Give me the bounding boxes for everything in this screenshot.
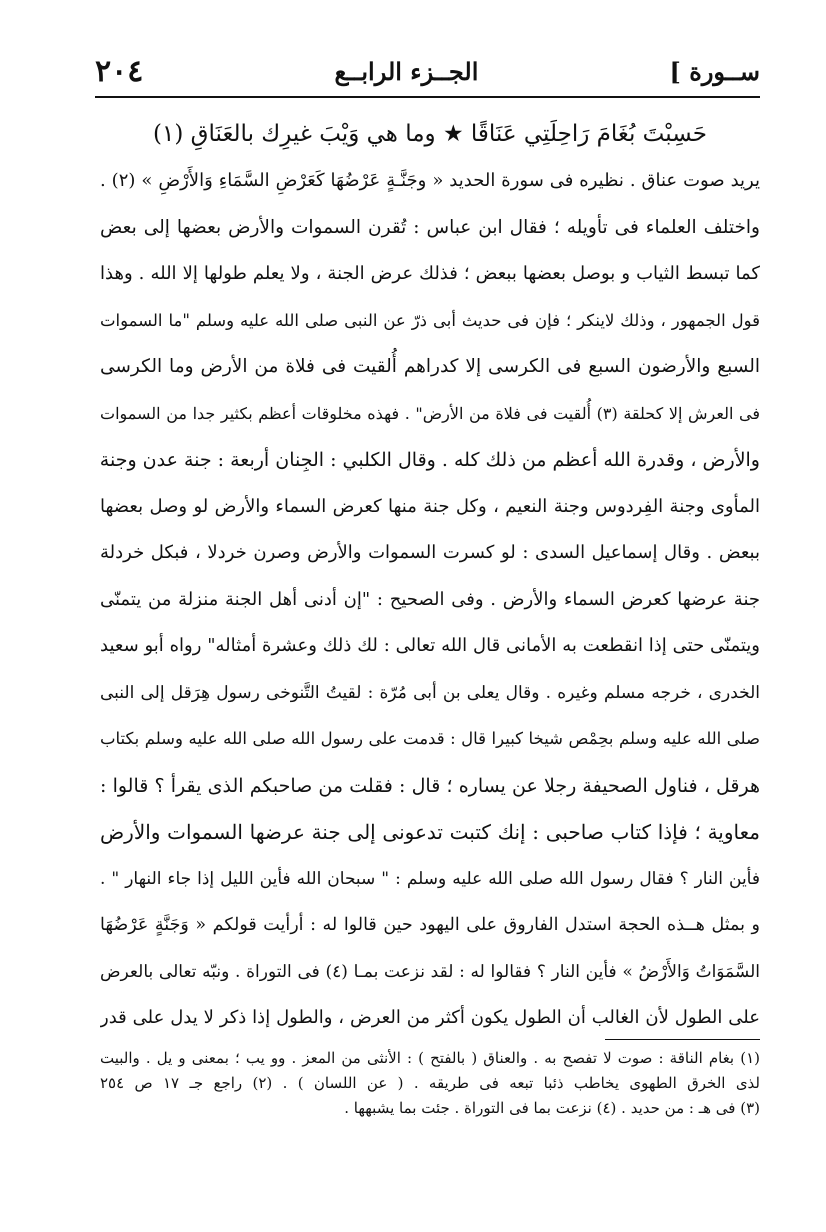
page-number: ٢٠٤: [95, 53, 144, 89]
footnote-divider: [605, 1039, 760, 1040]
text-line: على الطول لأن الغالب أن الطول يكون أكثر من العرض ، والطول إذا ذكر لا يدل على قدر: [100, 1007, 760, 1028]
text-line: والأرض ، وقدرة الله أعظم من ذلك كله . وقال الكلبي : الجِنان أربعة : جنة عدن وجنة: [100, 449, 760, 471]
text-line: فى العرش إلا كحلقة (٣) أُلقيت فى فلاة من الأرض" . فهذه مخلوقات أعظم بكثير جدا من السموات: [100, 403, 760, 423]
header-divider: [95, 96, 760, 98]
text-line: معاوية ؛ فإذا كتاب صاحبى : إنك كتبت تدعونى إلى جنة عرضها السموات والأرض: [100, 820, 760, 844]
footnote-line: لذى الخرق الطهوى يخاطب ذئبا تبعه فى طريقه . ( عن اللسان ) . (٢) راجع جـ ١٧ ص ٢٥٤: [100, 1074, 760, 1092]
surah-title: [ ســورة: [669, 56, 760, 86]
text-line: جنة عرضها كعرض السماء والأرض . وفى الصحيح : "إن أدنى أهل الجنة منزلة من يتمنّى: [100, 588, 760, 610]
text-line: يريد صوت عناق . نظيره فى سورة الحديد « وجَنَّـةٍ عَرْضُهَا كَعَرْضِ السَّمَاءِ وَالأَرْضِ » (٢) .: [100, 170, 760, 191]
page-header: [95, 48, 760, 94]
part-title: الجــزء الرابــع: [334, 56, 479, 86]
footnote-line: (١) بغام الناقة : صوت لا تفصح به . والعناق ( بالفتح ) : الأنثى من المعز . وو يب ؛ بمعنى و يل . والبيت: [100, 1049, 760, 1067]
text-line: قول الجمهور ، وذلك لاينكر ؛ فإن فى حديث أبى ذرّ عن النبى صلى الله عليه وسلم "ما السموات: [100, 310, 760, 330]
text-line: فأين النار ؟ فقال رسول الله صلى الله عليه وسلم : " سبحان الله فأين الليل إذا جاء النهار " .: [100, 868, 760, 889]
text-line: ويتمنّى حتى إذا انقطعت به الأمانى قال الله تعالى : لك ذلك وعشرة أمثاله" رواه أبو سعيد: [100, 635, 760, 656]
text-line: واختلف العلماء فى تأويله ؛ فقال ابن عباس : تُقرن السموات والأرض بعضها إلى بعض: [100, 216, 760, 238]
footnotes: [100, 1046, 760, 1121]
main-text: [100, 110, 760, 1042]
text-line: و بمثل هــذه الحجة استدل الفاروق على اليهود حين قالوا له : أرأيت قولكم « وَجَنَّةٍ عَرْضُهَا: [100, 915, 760, 935]
text-line: هرقل ، فناول الصحيفة رجلا عن يساره ؛ قال : فقلت من صاحبكم الذى يقرأ ؟ قالوا :: [100, 774, 760, 797]
text-line: السَّمَوَاتُ وَالأَرْضُ » فأين النار ؟ فقالوا له : لقد نزعت بمـا (٤) فى التوراة . ونبّه تعالى بالعرض: [100, 961, 760, 982]
text-line: ببعض . وقال إسماعيل السدى : لو كسرت السموات والأرض وصرن خردلا ، فبكل خردلة: [100, 542, 760, 563]
text-line: المأوى وجنة الفِردوس وجنة النعيم ، وكل جنة منها كعرض السماء والأرض لو وصل بعضها: [100, 495, 760, 517]
poetry-verse: حَسِبْتَ بُغَامَ رَاحِلَتِي عَنَاقًا ★ وما هي وَيْبَ غيرِك بالعَنَاقِ (١): [153, 121, 707, 147]
footnote-line: (٣) فى هـ : من حديد . (٤) نزعت بما فى التوراة . جئت بما يشبهها .: [344, 1099, 760, 1117]
text-line: السبع والأرضون السبع فى الكرسى إلا كدراهم أُلقيت فى فلاة من الأرض وما الكرسى: [100, 356, 760, 377]
text-line: صلى الله عليه وسلم بحِمْص شيخا كبيرا قال : قدمت على رسول الله صلى الله عليه وسلم بكتاب: [100, 729, 760, 748]
text-line: كما تبسط الثياب و بوصل بعضها ببعض ؛ فذلك عرض الجنة ، ولا يعلم طولها إلا الله . وهذا: [100, 263, 760, 284]
text-line: الخدرى ، خرجه مسلم وغيره . وقال يعلى بن أبى مُرّة : لقيتُ التَّنوخى رسول هِرَقل إلى النبى: [100, 682, 760, 703]
